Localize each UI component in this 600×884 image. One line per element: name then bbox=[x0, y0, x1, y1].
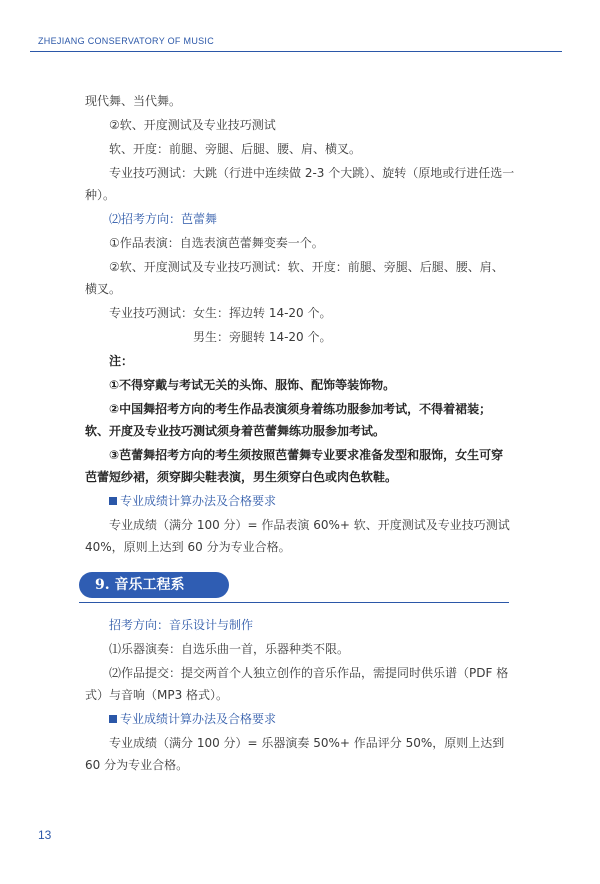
note-item: ①不得穿戴与考试无关的头饰、服饰、配饰等装饰物。 bbox=[109, 378, 396, 392]
subsection-heading: 招考方向：音乐设计与制作 bbox=[109, 618, 254, 632]
text-line: ①作品表演：自选表演芭蕾舞变奏一个。 bbox=[109, 236, 324, 250]
section-header bbox=[79, 568, 515, 608]
square-bullet-icon bbox=[109, 715, 117, 723]
text-line: 男生：旁腿转 14-20 个。 bbox=[193, 330, 332, 344]
section-divider bbox=[79, 602, 509, 603]
page-number: 13 bbox=[38, 828, 52, 842]
text-line: 专业技巧测试：女生：挥边转 14-20 个。 bbox=[109, 306, 332, 320]
text-line: 专业成绩（满分 100 分）= 作品表演 60%+ 软、开度测试及专业技巧测试 40%，原则上达到 60 分为专业合格。 bbox=[85, 518, 510, 554]
text-line: 现代舞、当代舞。 bbox=[85, 94, 182, 108]
score-heading: 专业成绩计算办法及合格要求 bbox=[85, 708, 515, 730]
score-heading: 专业成绩计算办法及合格要求 bbox=[85, 490, 515, 512]
text-line: ⑵作品提交：提交两首个人独立创作的音乐作品，需提同时供乐谱（PDF 格式）与音响（MP3 格式）。 bbox=[85, 666, 509, 702]
subsection-heading: ⑵招考方向：芭蕾舞 bbox=[109, 212, 218, 226]
text-line: 软、开度：前腿、旁腿、后腿、腰、肩、横叉。 bbox=[109, 142, 362, 156]
text-line: ②软、开度测试及专业技巧测试 bbox=[109, 118, 276, 132]
header-divider bbox=[30, 51, 562, 52]
text-line: 专业成绩（满分 100 分）= 乐器演奏 50%+ 作品评分 50%，原则上达到 60 分为专业合格。 bbox=[85, 736, 505, 772]
note-item: ③芭蕾舞招考方向的考生须按照芭蕾舞专业要求准备发型和服饰，女生可穿芭蕾短纱裙，须穿脚尖鞋表演，男生须穿白色或肉色软鞋。 bbox=[85, 448, 504, 484]
header-title: ZHEJIANG CONSERVATORY OF MUSIC bbox=[38, 36, 215, 46]
text-line: ⑴乐器演奏：自选乐曲一首，乐器种类不限。 bbox=[109, 642, 350, 656]
page-content bbox=[85, 90, 515, 778]
text-line: ②软、开度测试及专业技巧测试：软、开度：前腿、旁腿、后腿、腰、肩、横叉。 bbox=[85, 260, 504, 296]
note-item: ②中国舞招考方向的考生作品表演须身着练功服参加考试，不得着裙装；软、开度及专业技巧测试须身着芭蕾舞练功服参加考试。 bbox=[85, 402, 492, 438]
text-line: 专业技巧测试：大跳（行进中连续做 2-3 个大跳）、旋转（原地或行进任选一种）。 bbox=[85, 166, 515, 202]
note-title: 注： bbox=[109, 354, 134, 368]
section-title: 9. 音乐工程系 bbox=[79, 572, 229, 598]
square-bullet-icon bbox=[109, 497, 117, 505]
